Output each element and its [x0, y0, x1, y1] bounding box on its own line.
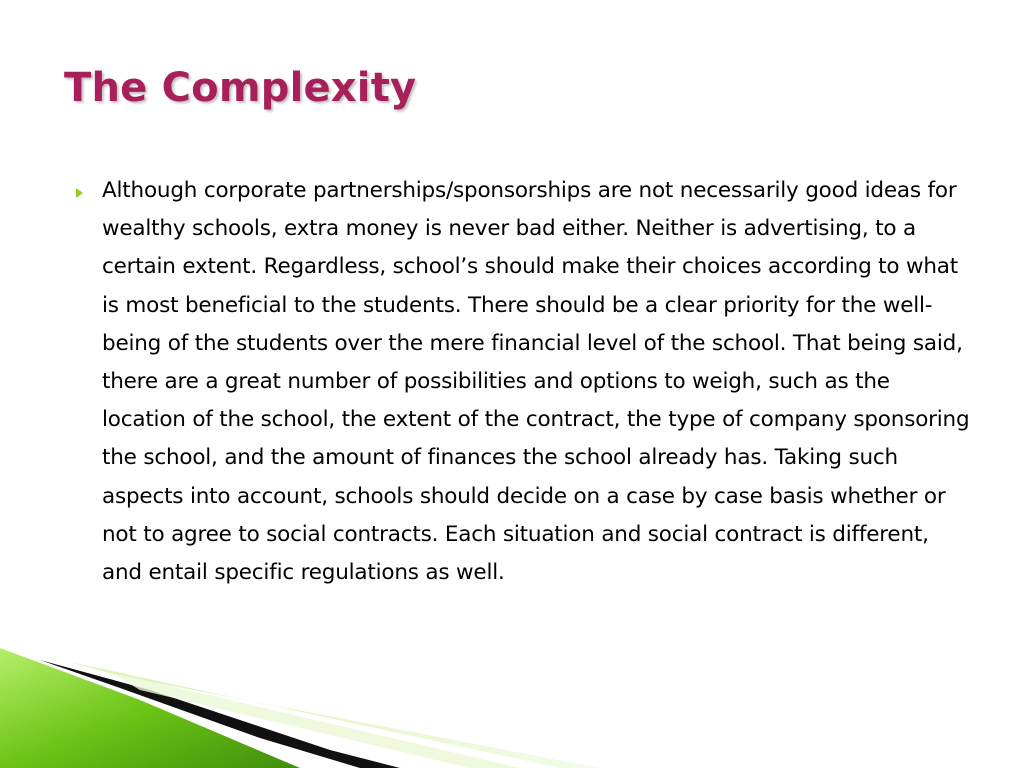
bullet-item [74, 172, 974, 592]
dark-swoosh-stripe [40, 660, 400, 768]
triangle-bullet-icon [76, 188, 83, 198]
bullet-text: Although corporate partnerships/sponsorships are not necessarily good ideas for wealthy schools, extra money is never bad either. Neither is advertising, to a certain extent. Regardless, school’s should make their choices according to what is most beneficial to the students. There should be a clear priority for the well-being of the students over the mere financial level of the school. That being said, there are a great number of possibilities and options to weigh, such as the location of the school, the extent of the contract, the type of company sponsoring the school, and the amount of finances the school already has. Taking such aspects into account, schools should decide on a case by case basis whether or not to agree to social contracts. Each situation and social contract is different, and entail specific regulations as well. [102, 178, 970, 586]
slide-title: The Complexity [64, 65, 417, 111]
bullet-list [74, 172, 974, 592]
light-swoosh-highlight [110, 672, 520, 768]
green-swoosh-band [0, 648, 300, 768]
pale-swoosh-band [70, 662, 600, 768]
